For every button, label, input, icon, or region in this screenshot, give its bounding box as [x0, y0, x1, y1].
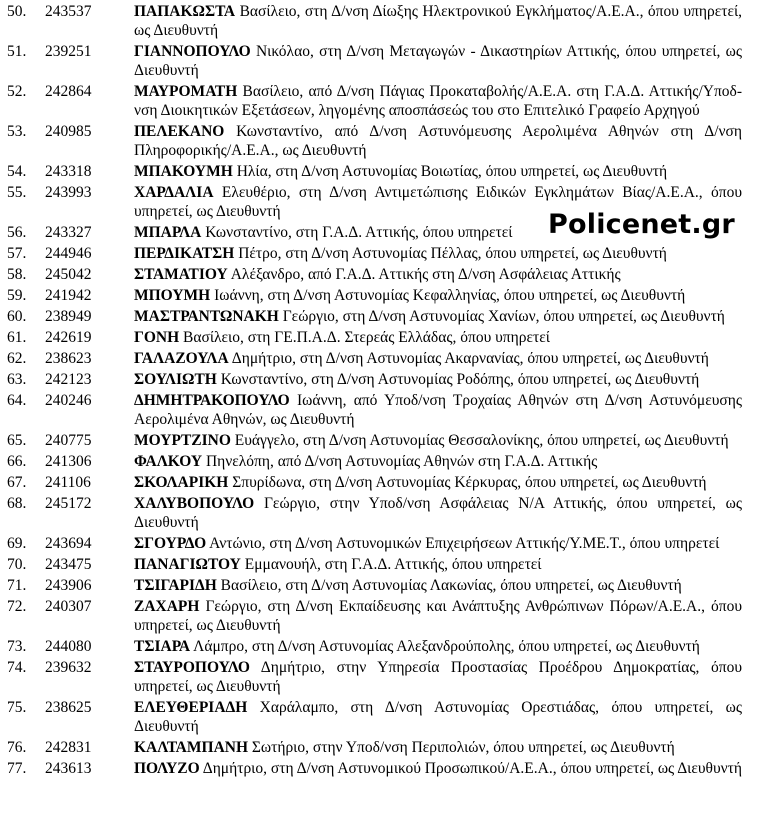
entry-details: Βασίλειο, στη ΓΕ.Π.Α.Δ. Στερεάς Ελλάδας, όπου υπηρετεί	[183, 329, 550, 346]
entry-details: Γεώργιο, στη Δ/νση Αστυνομίας Χανίων, όπου υπηρετεί, ως Διευθυντή	[282, 308, 725, 325]
entry-details: Χαράλαμπο, στη Δ/νση Αστυνομίας Ορεστιάδας, όπου υπηρετεί, ως Διευθυντή	[134, 699, 742, 735]
entry-id: 242864	[45, 83, 92, 100]
entry-text	[134, 82, 742, 120]
entry-text	[134, 759, 742, 778]
entry-details: Αντώνιο, στη Δ/νση Αστυνομικών Επιχειρήσεων Αττικής/Υ.ΜΕ.Τ., όπου υπηρετεί	[209, 535, 720, 552]
entry-text	[134, 473, 742, 492]
entry-id: 239251	[45, 43, 92, 60]
entry-surname: ΓΙΑΝΝΟΠΟΥΛΟ	[134, 43, 251, 60]
list-item	[0, 162, 769, 181]
entry-number: 66.	[7, 453, 27, 470]
entry-text	[134, 576, 742, 595]
entry-surname: ΜΠΑΡΛΑ	[134, 224, 202, 241]
entry-details: Ευάγγελο, στη Δ/νση Αστυνομίας Θεσσαλονίκης, όπου υπηρετεί, ως Διευθυντή	[234, 432, 729, 449]
entry-details: Ελευθέριο, στη Δ/νση Αντιμετώπισης Ειδικών Εγκλημάτων Βίας/Α.Ε.Α., όπου υπηρετεί, ως Διευθυντή	[134, 184, 743, 220]
entry-details: Βασίλειο, από Δ/νση Πάγιας Προκαταβολής/Α.Ε.Α. στη Γ.Α.Δ. Αττικής/Υποδ-νση Διοικητικών Εξετάσεων, ληγομένης αποσπάσεώς του στο Επιτελικό Γραφείο Αρχηγού	[134, 83, 742, 119]
entry-text	[134, 452, 742, 471]
list-item	[0, 759, 769, 778]
entry-text	[134, 244, 742, 263]
entry-number: 57.	[7, 245, 27, 262]
entry-surname: ΧΑΡΔΑΛΙΑ	[134, 184, 214, 201]
entry-text	[134, 286, 742, 305]
list-item	[0, 597, 769, 635]
entry-text	[134, 122, 742, 160]
entry-id: 241306	[45, 453, 92, 470]
entry-id: 243694	[45, 535, 92, 552]
entry-number: 55.	[7, 184, 27, 201]
entry-text	[134, 162, 742, 181]
entry-text	[134, 431, 742, 450]
entry-id: 242619	[45, 329, 92, 346]
list-item	[0, 2, 769, 40]
entry-id: 239632	[45, 659, 92, 676]
list-item	[0, 576, 769, 595]
entry-details: Ιωάννη, από Υποδ/νση Τροχαίας Αθηνών στη Δ/νση Αστυνόμευσης Αερολιμένα Αθηνών, ως Διευθυντή	[134, 392, 743, 428]
entry-number: 75.	[7, 699, 27, 716]
entry-details: Κωνσταντίνο, από Δ/νση Αστυνόμευσης Αερολιμένα Αθηνών στη Δ/νση Πληροφορικής/Α.Ε.Α., ως Διευθυντή	[134, 123, 742, 159]
entry-number: 72.	[7, 598, 27, 615]
entry-text	[134, 534, 742, 553]
entry-id: 241942	[45, 287, 92, 304]
entry-number: 51.	[7, 43, 27, 60]
entry-text	[134, 328, 742, 347]
entry-surname: ΠΑΝΑΓΙΩΤΟΥ	[134, 556, 241, 573]
entry-text	[134, 698, 742, 736]
entry-id: 243993	[45, 184, 92, 201]
entry-id: 244080	[45, 638, 92, 655]
entry-id: 243475	[45, 556, 92, 573]
entry-id: 238949	[45, 308, 92, 325]
entry-details: Αλέξανδρο, από Γ.Α.Δ. Αττικής στη Δ/νση Ασφάλειας Αττικής	[230, 266, 621, 283]
entry-details: Πέτρο, στη Δ/νση Αστυνομίας Πέλλας, όπου υπηρετεί, ως Διευθυντή	[238, 245, 667, 262]
entry-surname: ΜΑΣΤΡΑΝΤΩΝΑΚΗ	[134, 308, 279, 325]
list-item	[0, 286, 769, 305]
entry-text	[134, 2, 742, 40]
entry-number: 50.	[7, 3, 27, 20]
list-item	[0, 265, 769, 284]
entry-number: 53.	[7, 123, 27, 140]
entry-details: Κωνσταντίνο, στη Γ.Α.Δ. Αττικής, όπου υπηρετεί	[205, 224, 513, 241]
entry-number: 74.	[7, 659, 27, 676]
entry-text	[134, 494, 742, 532]
list-item	[0, 534, 769, 553]
entry-number: 71.	[7, 577, 27, 594]
entry-text	[134, 307, 742, 326]
entry-surname: ΚΑΛΤΑΜΠΑΝΗ	[134, 739, 249, 756]
entry-number: 52.	[7, 83, 27, 100]
list-item	[0, 658, 769, 696]
entry-surname: ΣΤΑΥΡΟΠΟΥΛΟ	[134, 659, 250, 676]
entry-list	[0, 2, 769, 778]
entry-surname: ΤΣΙΑΡΑ	[134, 638, 191, 655]
entry-surname: ΜΠΑΚΟΥΜΗ	[134, 163, 233, 180]
entry-number: 58.	[7, 266, 27, 283]
entry-details: Νικόλαο, στη Δ/νση Μεταγωγών - Δικαστηρίων Αττικής, όπου υπηρετεί, ως Διευθυντή	[134, 43, 742, 79]
entry-details: Δημήτριο, στη Δ/νση Αστυνομίας Ακαρνανίας, όπου υπηρετεί, ως Διευθυντή	[231, 350, 709, 367]
entry-number: 60.	[7, 308, 27, 325]
entry-id: 243327	[45, 224, 92, 241]
entry-details: Ιωάννη, στη Δ/νση Αστυνομίας Κεφαλληνίας, όπου υπηρετεί, ως Διευθυντή	[214, 287, 686, 304]
entry-details: Βασίλειο, στη Δ/νση Δίωξης Ηλεκτρονικού Εγκλήματος/Α.Ε.Α., όπου υπηρετεί, ως Διευθυντή	[134, 3, 743, 39]
entry-id: 240246	[45, 392, 92, 409]
entry-id: 238625	[45, 699, 92, 716]
entry-number: 63.	[7, 371, 27, 388]
entry-details: Γεώργιο, στη Δ/νση Εκπαίδευσης και Ανάπτυξης Ανθρώπινων Πόρων/Α.Ε.Α., όπου υπηρετεί, ως Διευθυντή	[134, 598, 742, 634]
entry-text	[134, 265, 742, 284]
entry-surname: ΣΤΑΜΑΤΙΟΥ	[134, 266, 228, 283]
list-item	[0, 555, 769, 574]
entry-id: 242831	[45, 739, 92, 756]
list-item	[0, 473, 769, 492]
entry-id: 242123	[45, 371, 92, 388]
entry-text	[134, 597, 742, 635]
entry-number: 65.	[7, 432, 27, 449]
entry-id: 243906	[45, 577, 92, 594]
entry-id: 238623	[45, 350, 92, 367]
entry-text	[134, 349, 742, 368]
list-item	[0, 82, 769, 120]
entry-details: Κωνσταντίνο, στη Δ/νση Αστυνομίας Ροδόπης, όπου υπηρετεί, ως Διευθυντή	[220, 371, 700, 388]
entry-surname: ΤΣΙΓΑΡΙΔΗ	[134, 577, 217, 594]
entry-text	[134, 555, 742, 574]
entry-surname: ΓΟΝΗ	[134, 329, 180, 346]
entry-number: 61.	[7, 329, 27, 346]
entry-text	[134, 658, 742, 696]
watermark: Policenet.gr	[548, 209, 735, 240]
entry-number: 69.	[7, 535, 27, 552]
entry-text	[134, 391, 742, 429]
entry-details: Σπυρίδωνα, στη Δ/νση Αστυνομίας Κέρκυρας, όπου υπηρετεί, ως Διευθυντή	[232, 474, 707, 491]
entry-details: Εμμανουήλ, στη Γ.Α.Δ. Αττικής, όπου υπηρετεί	[244, 556, 542, 573]
entry-details: Λάμπρο, στη Δ/νση Αστυνομίας Αλεξανδρούπολης, όπου υπηρετεί, ως Διευθυντή	[193, 638, 700, 655]
entry-id: 240307	[45, 598, 92, 615]
entry-number: 54.	[7, 163, 27, 180]
entry-surname: ΓΑΛΑΖΟΥΛΑ	[134, 350, 229, 367]
list-item	[0, 370, 769, 389]
entry-details: Βασίλειο, στη Δ/νση Αστυνομίας Λακωνίας, όπου υπηρετεί, ως Διευθυντή	[220, 577, 682, 594]
entry-text	[134, 42, 742, 80]
entry-id: 240985	[45, 123, 92, 140]
list-item	[0, 244, 769, 263]
entry-surname: ΜΠΟΥΜΗ	[134, 287, 211, 304]
list-item	[0, 738, 769, 757]
entry-number: 77.	[7, 760, 27, 777]
entry-number: 59.	[7, 287, 27, 304]
entry-details: Πηνελόπη, από Δ/νση Αστυνομίας Αθηνών στη Γ.Α.Δ. Αττικής	[205, 453, 598, 470]
entry-surname: ΠΟΛΥΖΟ	[134, 760, 200, 777]
list-item	[0, 431, 769, 450]
entry-number: 62.	[7, 350, 27, 367]
entry-id: 243613	[45, 760, 92, 777]
entry-surname: ΔΗΜΗΤΡΑΚΟΠΟΥΛΟ	[134, 392, 290, 409]
entry-number: 68.	[7, 495, 27, 512]
entry-details: Δημήτριο, στη Δ/νση Αστυνομικού Προσωπικού/Α.Ε.Α., όπου υπηρετεί, ως Διευθυντή	[202, 760, 742, 777]
entry-number: 76.	[7, 739, 27, 756]
entry-surname: ΦΑΛΚΟΥ	[134, 453, 203, 470]
entry-surname: ΖΑΧΑΡΗ	[134, 598, 200, 615]
entry-number: 67.	[7, 474, 27, 491]
list-item	[0, 452, 769, 471]
entry-id: 245042	[45, 266, 92, 283]
entry-details: Γεώργιο, στην Υποδ/νση Ασφάλειας Ν/Α Αττικής, όπου υπηρετεί, ως Διευθυντή	[134, 495, 742, 531]
list-item	[0, 122, 769, 160]
entry-surname: ΧΑΛΥΒΟΠΟΥΛΟ	[134, 495, 255, 512]
entry-number: 70.	[7, 556, 27, 573]
entry-text	[134, 637, 742, 656]
list-item	[0, 42, 769, 80]
list-item	[0, 637, 769, 656]
entry-number: 56.	[7, 224, 27, 241]
list-item	[0, 391, 769, 429]
entry-details: Δημήτριο, στην Υπηρεσία Προστασίας Προέδρου Δημοκρατίας, όπου υπηρετεί, ως Διευθυντή	[134, 659, 742, 695]
list-item	[0, 349, 769, 368]
entry-id: 241106	[45, 474, 91, 491]
list-item	[0, 328, 769, 347]
entry-details: Σωτήριο, στην Υποδ/νση Περιπολιών, όπου υπηρετεί, ως Διευθυντή	[251, 739, 675, 756]
entry-surname: ΣΚΟΛΑΡΙΚΗ	[134, 474, 229, 491]
entry-surname: ΠΕΛΕΚΑΝΟ	[134, 123, 225, 140]
entry-surname: ΕΛΕΥΘΕΡΙΑΔΗ	[134, 699, 248, 716]
entry-surname: ΠΕΡΔΙΚΑΤΣΗ	[134, 245, 235, 262]
list-item	[0, 698, 769, 736]
entry-id: 243537	[45, 3, 92, 20]
entry-surname: ΣΟΥΛΙΩΤΗ	[134, 371, 217, 388]
list-item	[0, 494, 769, 532]
entry-number: 73.	[7, 638, 27, 655]
entry-surname: ΜΟΥΡΤΖΙΝΟ	[134, 432, 231, 449]
entry-id: 245172	[45, 495, 92, 512]
list-item	[0, 307, 769, 326]
entry-text	[134, 370, 742, 389]
entry-id: 240775	[45, 432, 92, 449]
entry-surname: ΣΓΟΥΡΔΟ	[134, 535, 207, 552]
entry-id: 243318	[45, 163, 92, 180]
entry-text	[134, 738, 742, 757]
entry-surname: ΠΑΠΑΚΩΣΤΑ	[134, 3, 236, 20]
entry-details: Ηλία, στη Δ/νση Αστυνομίας Βοιωτίας, όπου υπηρετεί, ως Διευθυντή	[236, 163, 668, 180]
entry-number: 64.	[7, 392, 27, 409]
entry-id: 244946	[45, 245, 92, 262]
entry-surname: ΜΑΥΡΟΜΑΤΗ	[134, 83, 238, 100]
